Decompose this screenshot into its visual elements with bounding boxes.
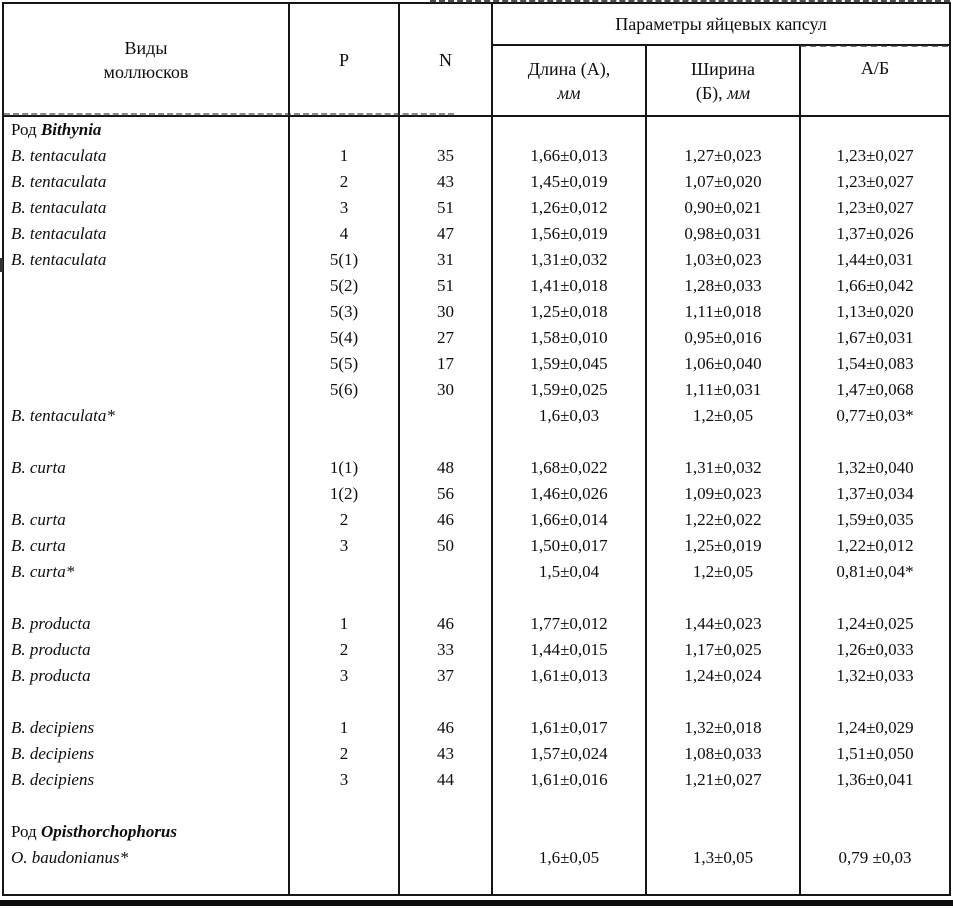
table-row (4, 507, 949, 533)
n-cell: 30 (400, 299, 493, 325)
table-row (4, 351, 949, 377)
ratio-cell: 0,81±0,04* (836, 562, 914, 581)
width-cell: 0,98±0,031 (647, 221, 801, 247)
table-row (4, 533, 949, 559)
n-cell: 47 (400, 221, 493, 247)
ratio-cell (801, 793, 949, 819)
length-cell (493, 689, 647, 715)
length-cell: 1,45±0,019 (493, 169, 647, 195)
p-cell: 5(6) (290, 377, 400, 403)
p-cell (290, 403, 400, 429)
p-cell: 2 (290, 169, 400, 195)
species-cell (4, 299, 290, 325)
species-cell: B. tentaculata (4, 143, 290, 169)
n-cell: 46 (400, 507, 493, 533)
ratio-cell (801, 819, 949, 845)
length-cell: 1,25±0,018 (493, 299, 647, 325)
n-cell: 35 (400, 143, 493, 169)
ratio-cell (801, 689, 949, 715)
spacer-row (4, 585, 949, 611)
p-cell: 5(2) (290, 273, 400, 299)
length-cell (493, 819, 647, 845)
p-cell: 5(3) (290, 299, 400, 325)
genus-row (4, 819, 949, 845)
n-cell: 43 (400, 169, 493, 195)
ratio-cell: 1,67±0,031 (836, 328, 914, 347)
species-cell: B. tentaculata* (4, 403, 290, 429)
table-row (4, 559, 949, 585)
ratio-cell: 1,24±0,025 (836, 614, 914, 633)
p-cell: 5(1) (290, 247, 400, 273)
n-cell (400, 689, 493, 715)
header-p: Р (290, 4, 400, 115)
p-cell: 4 (290, 221, 400, 247)
length-cell (493, 429, 647, 455)
length-cell: 1,44±0,015 (493, 637, 647, 663)
species-cell (4, 689, 290, 715)
spacer-row (4, 871, 949, 896)
p-cell: 1(1) (290, 455, 400, 481)
width-cell (647, 117, 801, 143)
width-cell: 1,08±0,033 (647, 741, 801, 767)
n-cell (400, 559, 493, 585)
n-cell (400, 845, 493, 871)
ratio-cell: 1,13±0,020 (836, 302, 914, 321)
width-cell: 1,32±0,018 (647, 715, 801, 741)
length-cell: 1,50±0,017 (493, 533, 647, 559)
table-row (4, 221, 949, 247)
species-cell: B. producta (4, 637, 290, 663)
n-cell: 46 (400, 715, 493, 741)
p-cell: 2 (290, 507, 400, 533)
ratio-cell (801, 871, 949, 896)
width-cell (647, 585, 801, 611)
ratio-cell: 1,32±0,040 (836, 458, 914, 477)
p-cell (290, 429, 400, 455)
species-cell (4, 871, 290, 896)
p-cell: 3 (290, 767, 400, 793)
length-cell: 1,61±0,017 (493, 715, 647, 741)
ratio-cell: 1,66±0,042 (836, 276, 914, 295)
species-cell: B. curta (4, 455, 290, 481)
header-length-unit: мм (557, 82, 581, 103)
length-cell: 1,66±0,014 (493, 507, 647, 533)
width-cell: 1,03±0,023 (647, 247, 801, 273)
p-cell: 1 (290, 715, 400, 741)
width-cell (647, 689, 801, 715)
width-cell: 0,95±0,016 (647, 325, 801, 351)
n-cell: 46 (400, 611, 493, 637)
ratio-cell: 1,24±0,029 (836, 718, 914, 737)
width-cell: 1,2±0,05 (647, 559, 801, 585)
species-cell: B. tentaculata (4, 169, 290, 195)
ratio-cell: 1,23±0,027 (836, 146, 914, 165)
species-cell: B. producta (4, 663, 290, 689)
n-cell (400, 403, 493, 429)
length-cell: 1,26±0,012 (493, 195, 647, 221)
species-cell: B. curta* (4, 559, 290, 585)
width-cell: 1,21±0,027 (647, 767, 801, 793)
width-cell: 1,22±0,022 (647, 507, 801, 533)
length-cell: 1,57±0,024 (493, 741, 647, 767)
species-cell: B. curta (4, 533, 290, 559)
width-cell: 1,11±0,031 (647, 377, 801, 403)
table-row (4, 767, 949, 793)
p-cell: 3 (290, 533, 400, 559)
species-cell (4, 429, 290, 455)
p-cell (290, 585, 400, 611)
table-row (4, 845, 949, 871)
n-cell (400, 793, 493, 819)
species-cell (4, 325, 290, 351)
n-cell: 33 (400, 637, 493, 663)
ratio-cell: 0,79 ±0,03 (838, 848, 912, 867)
p-cell (290, 871, 400, 896)
width-cell: 1,09±0,023 (647, 481, 801, 507)
n-cell: 27 (400, 325, 493, 351)
spacer-row (4, 793, 949, 819)
species-cell (4, 117, 290, 143)
n-cell: 31 (400, 247, 493, 273)
n-cell (400, 871, 493, 896)
table-row (4, 195, 949, 221)
scan-bottom-rule (0, 900, 953, 906)
ratio-cell: 1,23±0,027 (836, 198, 914, 217)
width-cell (647, 871, 801, 896)
genus-row (4, 117, 949, 143)
table-row (4, 741, 949, 767)
data-table (2, 2, 951, 896)
width-cell: 1,28±0,033 (647, 273, 801, 299)
length-cell: 1,77±0,012 (493, 611, 647, 637)
species-cell: B. decipiens (4, 741, 290, 767)
table-row (4, 403, 949, 429)
table-row (4, 663, 949, 689)
width-cell: 1,06±0,040 (647, 351, 801, 377)
length-cell: 1,41±0,018 (493, 273, 647, 299)
genus-prefix: Род (11, 822, 41, 841)
width-cell: 1,25±0,019 (647, 533, 801, 559)
p-cell: 1 (290, 143, 400, 169)
p-cell (290, 793, 400, 819)
table-row (4, 377, 949, 403)
header-width-label: Ширина (690, 58, 756, 79)
table-row (4, 637, 949, 663)
width-cell: 1,31±0,032 (647, 455, 801, 481)
species-cell: B. decipiens (4, 767, 290, 793)
n-cell: 17 (400, 351, 493, 377)
width-cell: 0,90±0,021 (647, 195, 801, 221)
species-cell (4, 377, 290, 403)
header-group: Параметры яйцевых капсул (493, 4, 949, 46)
p-cell: 1 (290, 611, 400, 637)
n-cell: 56 (400, 481, 493, 507)
length-cell (493, 585, 647, 611)
length-cell: 1,59±0,025 (493, 377, 647, 403)
length-cell: 1,5±0,04 (493, 559, 647, 585)
ratio-cell: 1,37±0,026 (836, 224, 914, 243)
species-cell: B. tentaculata (4, 221, 290, 247)
species-cell: B. tentaculata (4, 247, 290, 273)
species-cell: B. producta (4, 611, 290, 637)
table-row (4, 455, 949, 481)
species-cell (4, 819, 290, 845)
length-cell: 1,61±0,013 (493, 663, 647, 689)
species-cell: O. baudonianus* (4, 845, 290, 871)
table-row (4, 481, 949, 507)
spacer-row (4, 429, 949, 455)
length-cell: 1,56±0,019 (493, 221, 647, 247)
n-cell: 51 (400, 195, 493, 221)
length-cell: 1,66±0,013 (493, 143, 647, 169)
width-cell (647, 793, 801, 819)
length-cell: 1,59±0,045 (493, 351, 647, 377)
width-cell: 1,44±0,023 (647, 611, 801, 637)
ratio-cell (801, 117, 949, 143)
p-cell: 2 (290, 741, 400, 767)
p-cell: 5(4) (290, 325, 400, 351)
species-cell (4, 481, 290, 507)
species-cell (4, 585, 290, 611)
table-row (4, 715, 949, 741)
p-cell (290, 559, 400, 585)
ratio-cell: 1,47±0,068 (836, 380, 914, 399)
header-ratio: А/Б (860, 58, 890, 78)
p-cell (290, 819, 400, 845)
n-cell: 51 (400, 273, 493, 299)
header-length (493, 46, 647, 115)
genus-name: Opisthorchophorus (40, 822, 178, 841)
p-cell (290, 845, 400, 871)
n-cell: 43 (400, 741, 493, 767)
species-cell: B. tentaculata (4, 195, 290, 221)
p-cell (290, 117, 400, 143)
ratio-cell: 1,51±0,050 (836, 744, 914, 763)
ratio-cell: 1,32±0,033 (836, 666, 914, 685)
width-cell: 1,11±0,018 (647, 299, 801, 325)
header-species-label: Виды моллюсков (103, 37, 189, 82)
p-cell: 3 (290, 195, 400, 221)
length-cell (493, 871, 647, 896)
table-header (4, 4, 949, 117)
p-cell: 2 (290, 637, 400, 663)
spacer-row (4, 689, 949, 715)
header-width (647, 46, 801, 115)
genus-prefix: Род (11, 120, 41, 139)
width-cell: 1,3±0,05 (647, 845, 801, 871)
header-n: N (400, 4, 493, 115)
width-cell: 1,17±0,025 (647, 637, 801, 663)
p-cell (290, 689, 400, 715)
n-cell: 30 (400, 377, 493, 403)
n-cell: 44 (400, 767, 493, 793)
table-row (4, 325, 949, 351)
p-cell: 5(5) (290, 351, 400, 377)
header-length-label: Длина (А), (527, 58, 611, 79)
width-cell: 1,07±0,020 (647, 169, 801, 195)
table-row (4, 247, 949, 273)
species-cell (4, 351, 290, 377)
n-cell (400, 585, 493, 611)
ratio-cell: 1,37±0,034 (836, 484, 914, 503)
species-cell (4, 273, 290, 299)
n-cell: 37 (400, 663, 493, 689)
table-row (4, 273, 949, 299)
ratio-cell: 1,26±0,033 (836, 640, 914, 659)
ratio-cell (801, 429, 949, 455)
n-cell (400, 117, 493, 143)
ratio-cell: 1,44±0,031 (836, 250, 914, 269)
table-row (4, 143, 949, 169)
length-cell: 1,6±0,05 (493, 845, 647, 871)
length-cell: 1,58±0,010 (493, 325, 647, 351)
n-cell (400, 819, 493, 845)
length-cell (493, 793, 647, 819)
n-cell: 50 (400, 533, 493, 559)
table-body (4, 117, 949, 896)
ratio-cell: 1,36±0,041 (836, 770, 914, 789)
p-cell: 1(2) (290, 481, 400, 507)
ratio-cell: 0,77±0,03* (836, 406, 914, 425)
length-cell: 1,61±0,016 (493, 767, 647, 793)
width-cell (647, 429, 801, 455)
length-cell: 1,68±0,022 (493, 455, 647, 481)
table-row (4, 299, 949, 325)
length-cell: 1,46±0,026 (493, 481, 647, 507)
length-cell: 1,6±0,03 (493, 403, 647, 429)
width-cell (647, 819, 801, 845)
width-cell: 1,2±0,05 (647, 403, 801, 429)
length-cell (493, 117, 647, 143)
genus-name: Bithynia (40, 120, 102, 139)
species-cell: B. curta (4, 507, 290, 533)
header-species (4, 4, 290, 115)
species-cell (4, 793, 290, 819)
ratio-cell: 1,59±0,035 (836, 510, 914, 529)
ratio-cell: 1,54±0,083 (836, 354, 914, 373)
ratio-cell (801, 585, 949, 611)
width-cell: 1,24±0,024 (647, 663, 801, 689)
width-cell: 1,27±0,023 (647, 143, 801, 169)
length-cell: 1,31±0,032 (493, 247, 647, 273)
n-cell: 48 (400, 455, 493, 481)
p-cell: 3 (290, 663, 400, 689)
table-row (4, 169, 949, 195)
species-cell: B. decipiens (4, 715, 290, 741)
ratio-cell: 1,22±0,012 (836, 536, 914, 555)
table-row (4, 611, 949, 637)
n-cell (400, 429, 493, 455)
ratio-cell: 1,23±0,027 (836, 172, 914, 191)
header-width-unit-line: (Б), мм (695, 82, 751, 103)
